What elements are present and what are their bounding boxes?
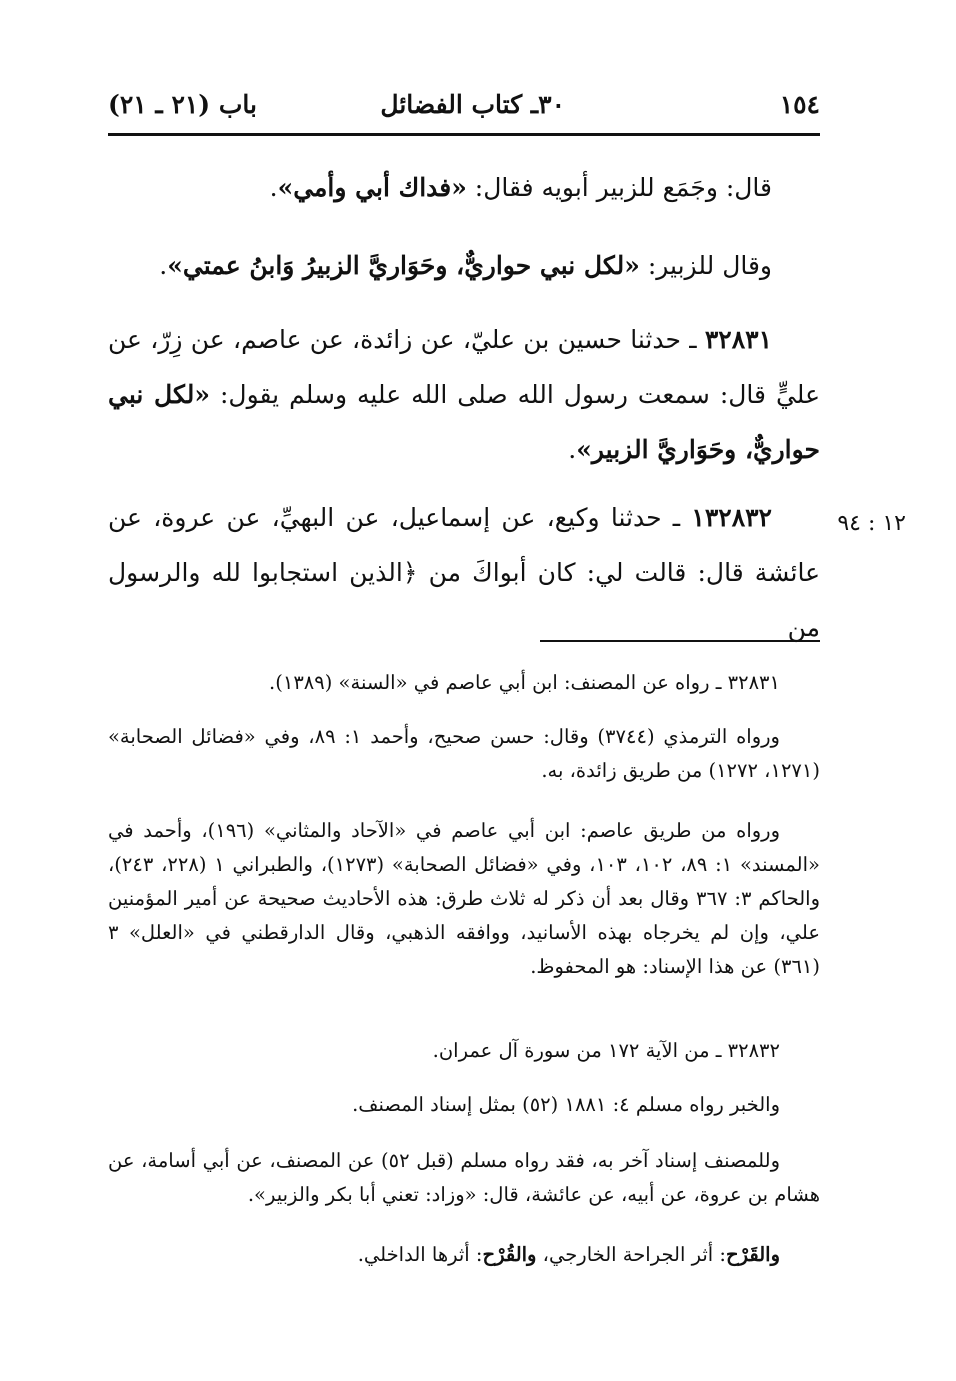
footnote-other-isnad: وللمصنف إسناد آخر به، فقد رواه مسلم (قبل ٥٢) عن المصنف، عن أبي أسامة، عن هشام بن عروة، عن أبيه، عن عائشة، قال: «وزاد: تعني أبا بكر والزبير».	[108, 1149, 820, 1206]
hadith-32832: ١٣٢٨٣٢ ـ حدثنا وكيع، عن إسماعيل، عن البهيِّ، عن عروة، عن عائشة قال: قالت لي: كان أبواكَ من ﴿الذين استجابوا لله والرسول من	[108, 503, 820, 642]
footnote-asim: ورواه من طريق عاصم: ابن أبي عاصم في «الآحاد والمثاني» (١٩٦)، وأحمد في «المسند» ١: ٨٩، ١٠٢، ١٠٣، وفي «فضائل الصحابة» (١٢٧٣)، والطبراني ١ (٢٢٨، ٢٤٣)، والحاكم ٣: ٣٦٧ وقال بعد أن ذكر له ثلاث طرق: هذه الأحاديث صحيحة عن أمير المؤمنين علي، وإن لم يخرجاه بهذه الأسانيد، ووافقه الذهبي، وقال الدارقطني في «العلل» ٣ (٣٦١) عن هذا الإسناد: هو المحفوظ.	[108, 819, 820, 978]
footnote-glossary: والقَرْح: أثر الجراحة الخارجي، والقُرْح: أثرها الداخلي.	[357, 1243, 780, 1266]
running-header	[108, 86, 820, 130]
footnote-32832: ٣٢٨٣٢ ـ من الآية ١٧٢ من سورة آل عمران.	[432, 1039, 780, 1062]
hadith-number: ٣٢٨٣١	[704, 325, 772, 354]
header-rule	[108, 133, 820, 136]
footnote-tirmidhi: ورواه الترمذي (٣٧٤٤) وقال: حسن صحيح، وأحمد ١: ٨٩، وفي «فضائل الصحابة» (١٢٧١، ١٢٧٢) من طريق زائدة، به.	[108, 725, 820, 782]
page-number: ١٥٤	[779, 90, 820, 119]
hadith-number: ١٣٢٨٣٢	[691, 503, 772, 532]
paragraph-fidak: قال: وجَمَع للزبير أبويه فقال: «فداك أبي وأمي».	[269, 173, 772, 202]
chapter-label: باب (٢١ ـ ٢١)	[108, 90, 257, 119]
paragraph-hawari: وقال للزبير: «لكل نبي حواريٌّ، وحَوَاريَّ الزبيرُ وَابنُ عمتي».	[159, 251, 772, 280]
book-title: ٣٠ـ كتاب الفضائل	[380, 90, 565, 119]
footnote-rule	[540, 640, 820, 642]
footnote-32831: ٣٢٨٣١ ـ رواه عن المصنف: ابن أبي عاصم في «السنة» (١٣٨٩).	[269, 671, 780, 694]
footnote-muslim: والخبر رواه مسلم ٤: ١٨٨١ (٥٢) بمثل إسناد المصنف.	[352, 1093, 780, 1116]
margin-reference: ١٢ : ٩٤	[837, 511, 906, 536]
hadith-32831: ٣٢٨٣١ ـ حدثنا حسين بن عليّ، عن زائدة، عن عاصم، عن زِرّ، عن عليٍّ قال: سمعت رسول الله صلى الله عليه وسلم يقول: «لكل نبي حواريٌّ، وحَوَاريَّ الزبير».	[108, 325, 820, 464]
